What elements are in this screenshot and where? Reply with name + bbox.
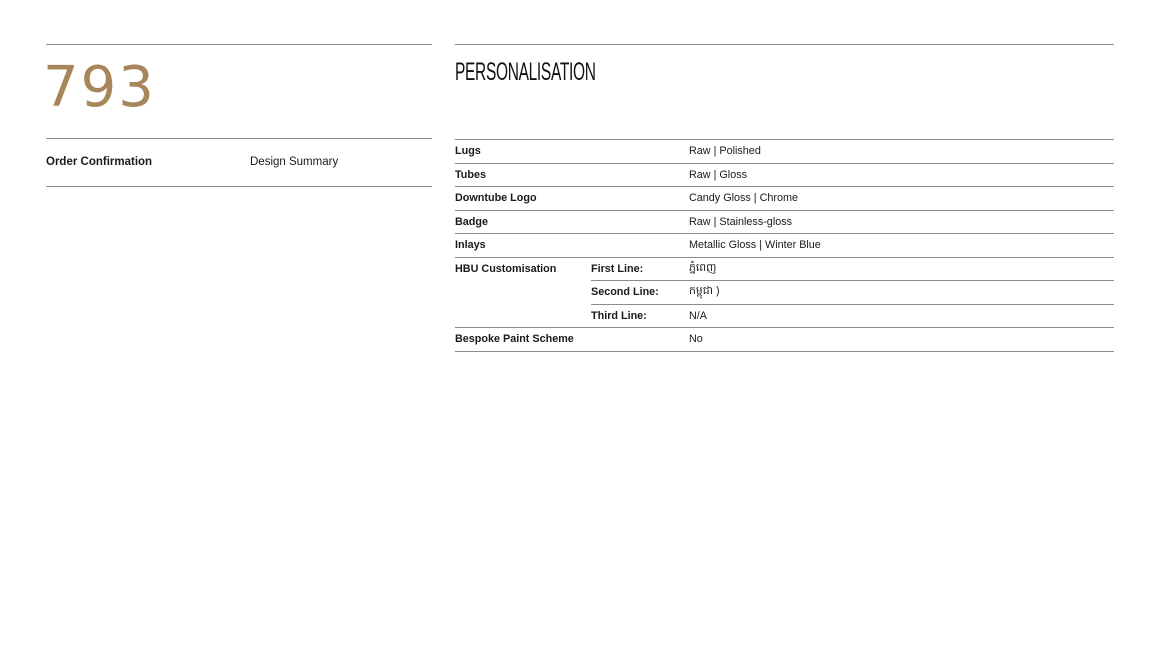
left-top-rule bbox=[46, 44, 432, 45]
left-bottom-rule bbox=[46, 186, 432, 187]
row-label: Inlays bbox=[455, 234, 591, 258]
table-row bbox=[455, 234, 1114, 258]
row-sublabel: Second Line: bbox=[591, 281, 689, 305]
order-number: 793 bbox=[43, 55, 156, 120]
row-label: HBU Customisation bbox=[455, 263, 557, 275]
table-row bbox=[455, 281, 1114, 305]
row-value: Metallic Gloss | Winter Blue bbox=[689, 234, 1114, 258]
table-row bbox=[455, 328, 1114, 352]
table-row bbox=[455, 163, 1114, 187]
design-summary-value: Design Summary bbox=[250, 156, 339, 168]
table-row bbox=[455, 257, 1114, 281]
row-value: Candy Gloss | Chrome bbox=[689, 187, 1114, 211]
row-label: Lugs bbox=[455, 140, 591, 164]
table-row bbox=[455, 304, 1114, 328]
row-sublabel: Third Line: bbox=[591, 304, 689, 328]
row-value: Raw | Polished bbox=[689, 140, 1114, 164]
row-label: Tubes bbox=[455, 163, 591, 187]
section-title: PERSONALISATION bbox=[455, 58, 596, 86]
row-label: Bespoke Paint Scheme bbox=[455, 328, 591, 352]
row-label: Badge bbox=[455, 210, 591, 234]
row-value: Raw | Gloss bbox=[689, 163, 1114, 187]
left-mid-rule bbox=[46, 138, 432, 139]
row-value: កម្ពុជា ) bbox=[689, 281, 1114, 305]
personalisation-table bbox=[455, 139, 1114, 352]
row-sublabel: First Line: bbox=[591, 257, 689, 281]
right-top-rule bbox=[455, 44, 1114, 45]
row-value: ភ្នំពេញ bbox=[689, 257, 1114, 281]
table-row bbox=[455, 187, 1114, 211]
table-row bbox=[455, 140, 1114, 164]
row-value: N/A bbox=[689, 304, 1114, 328]
row-value: Raw | Stainless-gloss bbox=[689, 210, 1114, 234]
order-confirmation-label: Order Confirmation bbox=[46, 156, 153, 168]
table-row bbox=[455, 210, 1114, 234]
row-label: Downtube Logo bbox=[455, 187, 591, 211]
row-value: No bbox=[689, 328, 1114, 352]
